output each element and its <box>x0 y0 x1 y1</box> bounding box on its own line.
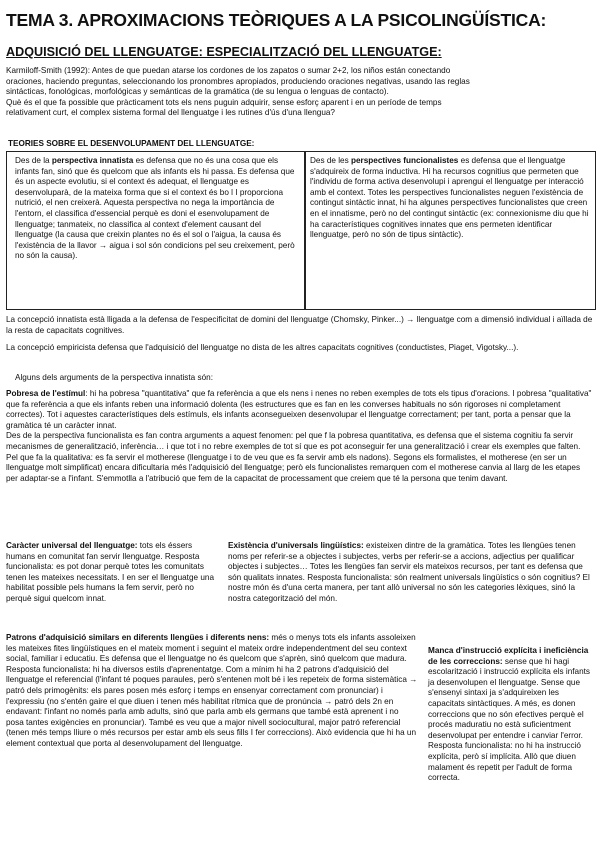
poverty-paragraph: Pobresa de l'estímul: hi ha pobresa "quantitativa" que fa referència a que els nens i nenes no reben exemples de tots els tipus d'oracions. I pobresa "qualitativa" que fa referència a que els infants reben una informació dolenta (les estructures que es fan en les converses habituals no són rigoroses ni completament correctes). Tot i aquestes característiques dels estímuls, els infants aconsegueixen desenvolupar el llenguatge correctament; per tant, porta a pensar que la gramàtica té un caràcter innat. <box>6 389 592 430</box>
acquisition-patterns-paragraph: Patrons d'adquisició similars en diferents llengües i diferents nens: més o menys tots els infants assoleixen les mateixes fites lingüístiques en el mateix moment i seguint el mateix ordre independentment del seu context social, familiar i educatiu. Es defensa que el llenguatge no és quelcom que s'aprèn, sinó quelcom que madura. <box>6 633 416 664</box>
intro-line: relativament curt, el complex sistema formal del llenguatge i les rutines d'ús d'una llengua? <box>6 108 335 118</box>
acquisition-patterns-section <box>6 633 418 750</box>
arguments-heading: Alguns dels arguments de la perspectiva innatista són: <box>15 373 213 382</box>
intro-line: oraciones, haciendo preguntas, seleccionando los pronombres apropiados, produciendo oraciones negativas, usando las reglas <box>6 76 470 86</box>
universal-character-section: Caràcter universal del llenguatge: tots els éssers humans en comunitat fan servir llenguatge. Resposta funcionalista: es pot donar perquè totes les comunitats tenen les mateixes necessitats. I en ser el llenguatge una habilitat possible pels humans la fem servir, però no perquè sigui quelcom innat. <box>6 541 214 603</box>
functionalist-box <box>304 151 596 310</box>
explicit-instruction-section: Manca d'instrucció explícita i ineficiència de les correccions: sense que hi hagi escolarització i instrucció explícita els infants ja desenvolupen el llenguatge. Sense que s'ensenyi sintaxi ja s'adquireixen les capacitats sintàctiques. A més, es donen correccions que no són efectives perquè el procés maduratiu no està suficientment desenvolupat per entendre i canviar l'error. Resposta funcionalista: no hi ha instrucció explícita, però sí implícita. Allò que diuen malament és repetit per l'adult de forma correcta. <box>428 646 590 783</box>
poverty-paragraph: Pel que fa la qualitativa: es fa servir el motherese (llenguatge i to de veu que es fa servir amb els nadons). Segons els formalistes, el motherese (en ser un llenguatge molt simplificat) encara dificultaria més l'adquisició del llenguatge; però els funcionalistes remarquen com el motherese canvia al llarg de les etapes per adaptar-se a l'infant. S'emmotlla a l'atribució que fem de la capacitat de processament que creiem que té la persona que tenim davant. <box>6 452 581 483</box>
linguistic-universals-section: Existència d'universals lingüístics: existeixen dintre de la gramàtica. Totes les llengües tenen noms per referir-se a objectes i subjectes, verbs per referir-se a accions, adjectius per qualificar objectes i subjectes… Totes les llengües fan servir els mateixos recursos, per tant es defensa que són qualitats innates. Resposta funcionalista: són realment universals lingüístics o són cognitius? El nostre món és d'una certa manera, per tant allò universal no són les categories lèxiques, sinó la nostra categorització del món. <box>228 541 590 603</box>
page-title: TEMA 3. APROXIMACIONS TEÒRIQUES A LA PSICOLINGÜÍSTICA: <box>6 10 547 30</box>
acquisition-patterns-heading: Patrons d'adquisició similars en diferents llengües i diferents nens: <box>6 633 270 642</box>
innatist-box <box>6 151 306 310</box>
poverty-section <box>6 389 594 484</box>
empiricist-concept: La concepció empiricista defensa que l'adquisició del llenguatge no dista de les altres capacitats cognitives (conductistes, Piaget, Vigotsky...). <box>6 343 519 352</box>
poverty-heading: Pobresa de l'estímul <box>6 389 86 398</box>
linguistic-universals-heading: Existència d'universals lingüístics: <box>228 541 364 550</box>
functionalist-text: Des de les perspectives funcionalistes es defensa que el llenguatge s'adquireix de forma inductiva. Hi ha recursos cognitius que permeten que l'individu de forma activa desenvolupi i aprengui el llenguatge per interacció amb el context. Totes les perspectives funcionalistes neguen l'existència de contingut sintàctic innat, hi ha algunes perspectives funcionalistes que creen en el innatisme, però no del contingut sintàctic (ex: connexionisme diu que hi ha característiques cognitives innates que ens permeten identificar llenguatge, però no són de tipus sintàctic). <box>310 156 589 240</box>
poverty-paragraph: Des de la perspectiva funcionalista es fan contra arguments a aquest fenomen: pel que f la pobresa quantitativa, es defensa que el sistema cognitiu fa servir mecanismes de generalització, inferència… i que tot i no rebre exemples de tot sí que es pot aconseguir fer una generalització i crear els exemples que falten. <box>6 431 581 451</box>
innatist-text: Des de la perspectiva innatista es defensa que no és una cosa que els infants fan, sinó que és quelcom que als infants els hi passa. Es defensa que és un aspecte evolutiu, si el context és adequat, el llenguatge es desenvoluparà, de la mateixa forma que si el context és bo l I proporciona nutrició, el nen creixerà. Aquesta perspectiva no nega la importància de l'entorn, el classifica d'essencial perquè es doni el esenvolupament de llenguatge; tanmateix, no classifica al context d'element causant del llenguatge (la causa que creixin plantes no és el sol o l'aigua, la causa és l'existència de la llavor → aigua i sol són condicions pel seu creixement, però no són la causa). <box>15 156 295 261</box>
page-subtitle: ADQUISICIÓ DEL LLENGUATGE: ESPECIALITZACIÓ DEL LLENGUATGE: <box>6 45 442 59</box>
intro-line: sintácticas, fonológicas, morfológicas y semánticas de la gramática (de su lengua o lenguas de contacto). <box>6 87 389 97</box>
theories-heading: TEORIES SOBRE EL DESENVOLUPAMENT DEL LLENGUATGE: <box>8 139 255 148</box>
explicit-instruction-heading: Manca d'instrucció explícita i ineficiència de les correccions: <box>428 646 589 666</box>
innatist-concept: La concepció innatista està lligada a la defensa de l'especificitat de domini del llenguatge (Chomsky, Pinker...) → llenguatge com a dimensió individual i aïllada de la resta de capacitats cognitives. <box>6 315 593 335</box>
intro-line: Karmiloff-Smith (1992): Antes de que puedan atarse los cordones de los zapatos o sumar 2+2, los niños están conectando <box>6 66 451 75</box>
acquisition-patterns-paragraph: Resposta funcionalista: hi ha diversos estils d'aprenentatge. Com a mínim hi ha 2 patrons d'adquisició del llenguatge el referencial (l'infant té poques paraules, però s'entenen molt bé i les repeteix de forma sistemàtica → patró dels primogènits: els pares posen més esforç i temps en ensenyar correctament com pronunciar) i l'expressiu (no s'entén gaire el que diuen i tenen més habilitat rítmica que de pronúncia → patró dels 2n en endavant: l'infant no només parla amb adults, sinó que parla amb els germans que també està aprenent i no posa tantes exigències en pronunciar). També es veu que a major nivell sociocultural, major patró referencial (tenen més temps lliure o més recursos per estar amb els seus fills I fer correccions). Això evidencia que hi ha un element contextual que porta al desenvolupament del llenguatge. <box>6 664 418 748</box>
universal-character-heading: Caràcter universal del llenguatge: <box>6 541 138 550</box>
intro-paragraph <box>6 66 596 119</box>
intro-line: Què és el que fa possible que pràcticament tots els nens puguin adquirir, sense esforç aparent i en un període de temps <box>6 97 442 107</box>
functionalist-term: perspectives funcionalistes <box>350 156 459 165</box>
innatist-term: perspectiva innatista <box>51 156 134 165</box>
